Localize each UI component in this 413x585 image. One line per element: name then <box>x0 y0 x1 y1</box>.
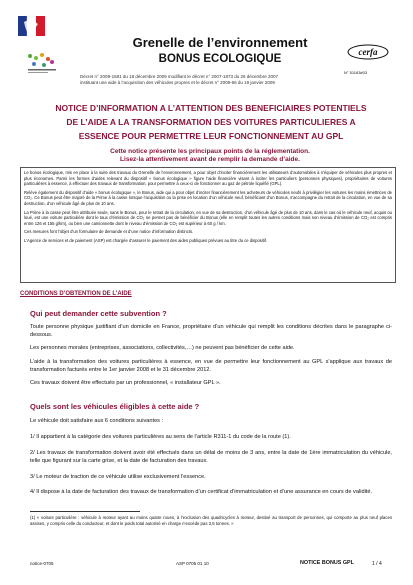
notice-title <box>50 101 372 143</box>
section-who-paragraph: Ces travaux doivent être effectués par un professionnel, « installateur GPL ». <box>30 380 221 386</box>
notice-sub-line: Cette notice présente les principaux points de la réglementation. <box>110 148 310 155</box>
notice-title-line: ESSENCE POUR PERMETTRE LEUR FONCTIONNEMENT AU GPL <box>78 131 344 141</box>
decree-line: instituant une aide à l’acquisition des véhicules propres et le décret n° 2009-66 du 19 janvier 2009 <box>80 80 275 85</box>
cerfa-number: N° 51163#03 <box>344 70 368 75</box>
footer-form-id: notice-0705 <box>30 561 54 566</box>
page-title: Grenelle de l’environnement <box>132 35 308 50</box>
intro-paragraph: La Prime à la casse peut être attribuée seule, sans le Bonus, pour le retrait de la circulation, en vue de sa destruction, d’un véhicule âgé de plus de 10 ans, dans le cas où le véhicule neuf, acquis ou loué, est une voiture particulière dont le taux d’émission de CO₂ ne permet pas de bénéficier du Bonus (elle en remplit toutes les autres conditions mais son niveau d’émission de CO₂ est compris entre 126 et 155 g/km), ou bien une camionnette dont le niveau d’émission de CO₂ est supérieur à 60 g / km. <box>24 209 392 226</box>
intro-paragraph: L’Agence de services et de paiement (ASP) est chargée d’assurer le paiement des aides publiques prévues au titre du ce dispositif. <box>24 237 268 243</box>
footer-notice-name: NOTICE BONUS GPL <box>300 560 354 566</box>
condition-2: 2/ Les travaux de transformation doivent avoir été effectués dans un délai de moins de 3 ans, entre la date de 1ère immatriculation du véhicule, telle que figurant sur la carte grise, et la date de facturation des travaux. <box>30 450 392 464</box>
intro-paragraph: Ces mesures font l’objet d’un formulaire de demande et d’une notice d’information distincts. <box>24 229 194 235</box>
section-who-paragraph: Toute personne physique justifiant d’un domicile en France, propriétaire d’un véhicule qui remplit les conditions décrites dans le paragraphe ci-dessous. <box>30 324 392 338</box>
condition-1: 1/ Il appartient à la catégorie des voitures particulières au sens de l’article R311-1 du code de la route (1). <box>30 434 291 440</box>
section-vehicles-paragraph: Le véhicule doit satisfaire aux 6 conditions suivantes : <box>30 418 164 424</box>
section-who-paragraph: L’aide à la transformation des voitures particulières à essence, en vue de permettre leur fonctionnement au GPL s’applique aux travaux de transformation facturés entre le 1er janvier 2008 et le 31 décembre 2012. <box>30 359 392 373</box>
footnote-separator <box>30 511 140 512</box>
page-number: 1 / 4 <box>372 561 382 567</box>
intro-paragraph: Le bonus écologique, mis en place à la suite des travaux du Grenelle de l’environnement, a pour objet d’inciter financièrement les utilisateurs d’automobiles à s’équiper de véhicules plus propres et plus économes. Parmi les formes d’aides relevant du dispositif « bonus écologique » figure l’aide financière visant à inciter les particuliers (personnes physiques), propriétaires de voitures particulières à essence, à effectuer des travaux de transformation, pour permettre à ceux-ci de fonctionner au gaz de pétrole liquéfié (GPL). <box>24 170 392 187</box>
section-who-paragraph: Les personnes morales (entreprises, associations, collectivités,…) ne peuvent pas bénéficier de cette aide. <box>30 345 295 351</box>
condition-4: 4/ Il dispose à la date de facturation des travaux de transformation d’un certificat d’immatriculation et d’une assurance en cours de validité. <box>30 489 373 495</box>
page-subtitle: BONUS ECOLOGIQUE <box>158 53 282 65</box>
intro-paragraph: Relève également du dispositif d’aide « bonus écologique », le Bonus, aide qui a pour objet d’inciter financièrement les acheteurs de véhicules neufs à privilégier les voitures les moins émettrices de CO₂. Ce Bonus peut être majoré de la Prime à la casse lorsque l’acquisition ou la prise en location d’un véhicule neuf, bénéficiant d’un Bonus, s’accompagne du retrait de la circulation, en vue de sa destruction, d’un véhicule âgé de plus de 10 ans. <box>24 189 392 206</box>
section-who-heading: Qui peut demander cette subvention ? <box>30 309 167 318</box>
svg-text:cerfa: cerfa <box>358 47 378 57</box>
intro-box <box>20 167 396 283</box>
decree-reference <box>80 74 340 86</box>
notice-subtitle <box>60 148 360 164</box>
notice-title-line: NOTICE D’INFORMATION A L’ATTENTION DES BENEFICIAIRES POTENTIELS <box>55 103 367 113</box>
ministere-logo <box>24 52 64 74</box>
cerfa-logo <box>346 44 390 60</box>
section-vehicles-heading: Quels sont les véhicules éligibles à cette aide ? <box>30 402 200 411</box>
condition-3: 3/ Le moteur de traction de ce véhicule utilise exclusivement l’essence. <box>30 474 206 480</box>
footnote: (1) « voiture particulière : véhicule à moteur ayant au moins quatre roues, à l’exclusion des quadricycles à moteur, destiné au transport de personnes, qui comporte au plus neuf places assises, y compris celle du conducteur, et dont le poids total autorisé en charge n’excède pas 3,5 tonnes. » <box>30 515 392 526</box>
decree-line: Décret n° 2009-1581 du 18 décembre 2009 modifiant le décret n° 2007-1873 du 26 décembre 2007 <box>80 74 278 79</box>
notice-title-line: DE L’AIDE A LA TRANSFORMATION DES VOITURES PARTICULIERES A <box>66 117 356 127</box>
notice-sub-line: Lisez-la attentivement avant de remplir la demande d’aide. <box>120 156 300 163</box>
republique-francaise-logo <box>12 12 52 52</box>
conditions-heading: CONDITIONS D’OBTENTION DE L’AIDE <box>20 291 132 297</box>
footer-reference: ASP 0705 01 10 <box>176 561 209 566</box>
